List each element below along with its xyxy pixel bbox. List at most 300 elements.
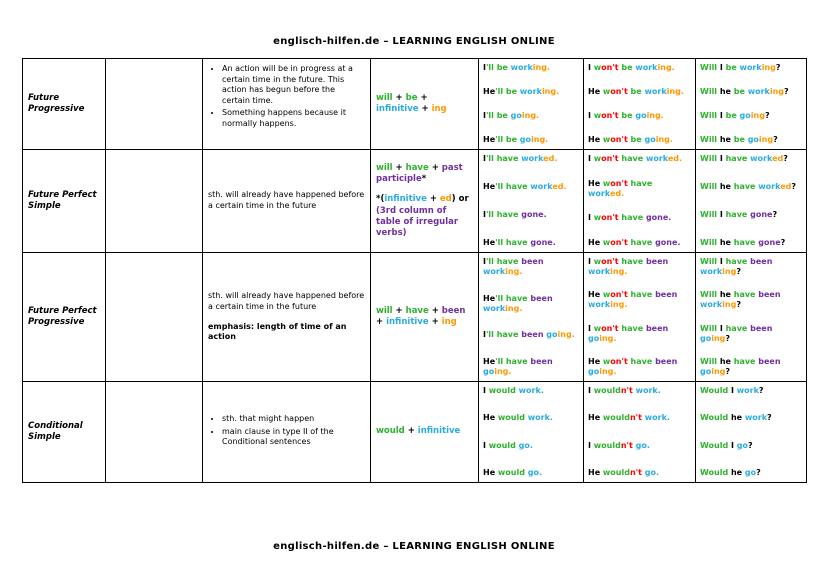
examples-group (483, 386, 579, 478)
example-sentence (700, 324, 802, 344)
text-segment: been (521, 257, 544, 266)
spacer-cell (106, 382, 203, 483)
text-segment: He (483, 467, 498, 477)
text-segment: been (521, 330, 547, 340)
table-row (23, 382, 807, 483)
text-segment: w (602, 237, 611, 247)
usage-text: sth. will already have happened before a certain time in the future (208, 190, 365, 210)
text-segment: work (588, 188, 610, 198)
example-sentence (700, 210, 802, 220)
example-sentence (700, 441, 802, 451)
example-sentence (483, 63, 579, 73)
text-segment: ? (791, 182, 797, 191)
text-segment: *( (376, 194, 385, 205)
usage-cell (203, 59, 371, 150)
text-segment: I (719, 323, 726, 333)
text-segment: will (376, 305, 393, 316)
text-segment: gone. (655, 237, 681, 247)
example-sentence (483, 386, 579, 396)
text-segment: work (739, 63, 762, 72)
text-segment: ? (725, 366, 731, 376)
text-segment: I (483, 257, 486, 266)
text-segment: on't (601, 213, 622, 223)
text-segment: I (719, 257, 726, 266)
example-sentence (588, 111, 691, 121)
text-segment: go. (644, 467, 659, 477)
tense-cell: Future Progressive (23, 59, 106, 150)
tense-cell: Future Perfect Progressive (23, 253, 106, 382)
text-segment: + (392, 163, 406, 174)
text-segment: ? (725, 333, 731, 343)
text-segment: gone. (530, 238, 556, 247)
text-segment: would (488, 386, 519, 395)
examples-group (700, 257, 802, 377)
text-segment: have (733, 290, 759, 300)
example-sentence (700, 257, 802, 277)
text-segment: + (428, 305, 442, 316)
example-sentence (700, 182, 802, 192)
text-segment: have (496, 210, 522, 219)
example-sentence (483, 468, 579, 478)
example-sentence (588, 324, 691, 344)
text-segment: have (630, 178, 653, 188)
text-segment: have (496, 154, 522, 163)
example-sentence (700, 87, 802, 97)
usage-cell (203, 382, 371, 483)
text-segment: go (747, 135, 759, 144)
text-segment: 'll (495, 87, 506, 96)
examples-group (588, 386, 691, 478)
usage-bullet-item: • An action will be in progress at a certain time in the future. This action has begun before the certain time. (222, 64, 365, 106)
text-segment: would (593, 440, 621, 450)
example-sentence (483, 87, 579, 97)
text-segment: Will (700, 182, 720, 191)
text-segment: work (521, 154, 544, 163)
text-segment: he (719, 356, 734, 366)
text-segment: he (719, 87, 734, 96)
text-segment: on't (601, 154, 622, 163)
text-segment: ing. (657, 63, 675, 72)
text-segment: past participle (376, 163, 463, 185)
text-segment: be (725, 63, 740, 72)
text-segment: be (733, 87, 748, 96)
text-segment: n't (620, 386, 636, 395)
example-sentence (588, 154, 691, 164)
text-segment: ed. (667, 154, 683, 163)
text-segment: gone (750, 210, 773, 219)
text-segment: work (588, 267, 611, 276)
text-segment: be (621, 63, 636, 72)
text-segment: be (505, 87, 520, 96)
text-segment: w (602, 178, 611, 188)
text-segment: ing (431, 104, 447, 114)
text-segment: work (645, 154, 668, 163)
text-segment: w (602, 290, 611, 300)
example-sentence (588, 257, 691, 277)
text-segment: go (546, 330, 558, 340)
text-segment: n't (629, 413, 645, 423)
text-segment: 'll (485, 111, 497, 120)
text-segment: been (645, 257, 669, 266)
text-segment: go (510, 111, 522, 120)
text-segment: (3rd column of table of irregular verbs) (376, 205, 459, 238)
text-segment: ing. (557, 330, 575, 340)
text-segment: ing. (655, 135, 673, 144)
text-segment: infinitive (384, 194, 427, 205)
text-segment: on't (610, 87, 631, 96)
text-segment: infinitive (417, 426, 461, 437)
example-sentence (483, 413, 579, 423)
text-segment: 'll (495, 356, 506, 366)
text-segment: + (428, 163, 442, 174)
example-sentence (483, 182, 579, 192)
text-segment: I (483, 440, 489, 450)
example-sentence (483, 154, 579, 164)
text-segment: ing. (666, 87, 684, 96)
example-sentence (588, 413, 691, 423)
text-segment: have (630, 290, 656, 300)
usage-bullet-item: • main clause in type II of the Conditional sentences (222, 427, 365, 448)
usage-cell (203, 253, 371, 382)
text-segment: w (602, 135, 611, 144)
examples-group (483, 63, 579, 145)
text-segment: ? (747, 440, 753, 450)
examples-negative-cell (584, 59, 696, 150)
text-segment: infinitive (376, 104, 419, 114)
spacer-cell (106, 59, 203, 150)
form-cell (371, 382, 479, 483)
text-segment: he (719, 182, 734, 191)
text-segment: Will (700, 111, 720, 120)
text-segment: work (758, 182, 781, 191)
example-sentence (700, 111, 802, 121)
text-segment: go (519, 135, 532, 144)
text-segment: ed (772, 154, 784, 163)
example-sentence (700, 468, 802, 478)
text-segment: work (700, 300, 723, 310)
usage-bullet-list (208, 414, 365, 448)
text-segment: I (588, 323, 594, 333)
usage-bullet-item: • sth. that might happen (222, 414, 365, 425)
example-sentence (588, 238, 691, 248)
text-segment: ing. (505, 267, 523, 276)
example-sentence (700, 63, 802, 73)
example-sentence (700, 413, 802, 423)
examples-group (588, 154, 691, 248)
text-segment: I (588, 111, 594, 120)
text-segment: would (593, 386, 621, 395)
text-segment: go. (518, 440, 533, 450)
text-segment: work (750, 154, 773, 163)
text-segment: have (733, 238, 759, 247)
text-segment: have (621, 154, 646, 163)
text-segment: ? (758, 386, 764, 395)
examples-group (483, 154, 579, 248)
text-segment: He (483, 293, 496, 303)
text-segment: He (588, 467, 603, 477)
text-segment: + (404, 426, 418, 437)
text-segment: ? (773, 135, 778, 144)
text-segment: He (588, 356, 603, 366)
text-segment: be (496, 63, 511, 72)
text-segment: ? (780, 238, 786, 247)
text-segment: I (719, 210, 726, 219)
text-segment: work. (518, 386, 544, 395)
example-sentence (588, 441, 691, 451)
text-segment: have (405, 305, 429, 316)
example-sentence (588, 290, 691, 310)
text-segment: I (588, 154, 594, 163)
text-segment: ing (758, 135, 774, 144)
text-segment: He (483, 238, 496, 247)
text-segment: He (588, 135, 603, 144)
text-segment: He (483, 135, 496, 144)
text-segment: Will (700, 290, 720, 300)
text-segment: work (510, 63, 533, 72)
text-segment: Will (700, 154, 720, 163)
text-segment: I (730, 386, 737, 395)
text-segment: go (644, 135, 656, 144)
text-segment: He (483, 182, 496, 191)
text-segment: gone. (521, 210, 547, 219)
text-segment: have (621, 257, 646, 266)
usage-emphasis: emphasis: length of time of an action (208, 321, 347, 342)
text-segment: work (530, 182, 553, 191)
text-segment: be (733, 135, 748, 144)
text-segment: I (588, 386, 594, 395)
text-segment: will (376, 163, 393, 174)
text-segment: ed (439, 194, 452, 205)
examples-group (483, 257, 579, 377)
text-segment: * (421, 174, 427, 185)
form-line (376, 194, 473, 238)
text-segment: work (588, 300, 611, 310)
text-segment: have (405, 163, 429, 174)
text-segment: have (505, 182, 531, 191)
examples-group (588, 257, 691, 377)
text-segment: I (588, 257, 594, 266)
text-segment: + (418, 104, 432, 114)
tense-table (22, 58, 807, 483)
text-segment: would (602, 467, 630, 477)
text-segment: have (725, 257, 751, 266)
example-sentence (700, 238, 802, 248)
text-segment: ? (767, 413, 772, 423)
text-segment: he (719, 135, 734, 144)
text-segment: go (700, 366, 712, 376)
text-segment: 'll (485, 63, 497, 72)
examples-group (700, 386, 802, 478)
text-segment: been (655, 290, 678, 300)
example-sentence (700, 154, 802, 164)
text-segment: would (376, 426, 405, 437)
examples-group (588, 63, 691, 145)
text-segment: He (588, 237, 603, 247)
example-sentence (483, 238, 579, 248)
text-segment: ing. (599, 333, 617, 343)
text-segment: 'll (495, 293, 506, 303)
text-segment: be (621, 111, 636, 120)
text-segment: been (750, 257, 773, 266)
text-segment: ing (722, 300, 737, 310)
text-segment: I (483, 330, 486, 340)
table-row (23, 59, 807, 150)
text-segment: He (588, 290, 603, 300)
usage-text: sth. will already have happened before a certain time in the future (208, 291, 365, 311)
text-segment: work (635, 63, 658, 72)
text-segment: ed. (543, 154, 558, 163)
text-segment: have (630, 356, 656, 366)
text-segment: he (719, 238, 734, 247)
text-segment: been (645, 323, 669, 333)
text-segment: on't (610, 135, 631, 144)
text-segment: have (733, 182, 759, 191)
text-segment: ed. (552, 182, 567, 191)
text-segment: 'll (485, 210, 497, 219)
tense-cell: Future Perfect Simple (23, 150, 106, 253)
text-segment: be (405, 92, 418, 103)
text-segment: w (602, 356, 611, 366)
text-segment: Will (700, 238, 720, 247)
examples-positive-cell (479, 150, 584, 253)
text-segment: I (588, 63, 594, 72)
example-sentence (483, 330, 579, 340)
text-segment: he (730, 413, 745, 423)
text-segment: He (483, 413, 498, 423)
text-segment: would (488, 440, 519, 450)
example-sentence (588, 468, 691, 478)
examples-negative-cell (584, 150, 696, 253)
text-segment: work. (527, 413, 553, 423)
text-segment: on't (610, 237, 631, 247)
text-segment: + (417, 92, 428, 103)
text-segment: ing. (610, 300, 628, 310)
spacer-cell (106, 253, 203, 382)
text-segment: ing. (541, 87, 560, 96)
form-cell (371, 253, 479, 382)
example-sentence (700, 386, 802, 396)
text-segment: been (750, 323, 773, 333)
examples-group (700, 63, 802, 145)
text-segment: ing (711, 333, 726, 343)
text-segment: ing (441, 317, 457, 327)
text-segment: have (725, 154, 751, 163)
text-segment: have (621, 213, 646, 223)
text-segment: I (483, 210, 486, 219)
text-segment: + (426, 194, 440, 205)
examples-question-cell (696, 150, 807, 253)
text-segment: have (505, 293, 531, 303)
text-segment: work (736, 386, 759, 395)
text-segment: w (593, 63, 602, 72)
text-segment: go. (635, 440, 650, 450)
text-segment: go (736, 440, 748, 450)
text-segment: ing. (494, 366, 512, 376)
text-segment: be (505, 135, 520, 144)
text-segment: been (758, 290, 781, 300)
text-segment: ing. (531, 135, 549, 144)
text-segment: Would (700, 413, 731, 423)
examples-question-cell (696, 59, 807, 150)
text-segment: n't (620, 440, 636, 450)
text-segment: ing. (505, 303, 523, 313)
example-sentence (588, 179, 691, 199)
text-segment: Will (700, 135, 720, 144)
text-segment: on't (610, 178, 631, 188)
text-segment: would (497, 467, 528, 477)
example-sentence (700, 357, 802, 377)
examples-question-cell (696, 253, 807, 382)
text-segment: have (496, 257, 522, 266)
text-segment: Would (700, 440, 731, 450)
text-segment: ? (783, 154, 788, 163)
text-segment: w (593, 154, 602, 163)
text-segment: ? (736, 300, 741, 310)
text-segment: work (747, 87, 770, 96)
text-segment: I (483, 386, 489, 395)
text-segment: ? (784, 87, 789, 96)
text-segment: ing. (599, 366, 617, 376)
text-segment: go (700, 333, 712, 343)
text-segment: on't (601, 63, 622, 72)
text-segment: He (588, 178, 603, 188)
text-segment: work (483, 303, 506, 313)
text-segment: ? (772, 210, 778, 219)
text-segment: Will (700, 87, 720, 96)
usage-bullet-item: • Something happens because it normally happens. (222, 108, 365, 129)
text-segment: 'll (485, 154, 497, 163)
tense-cell: Conditional Simple (23, 382, 106, 483)
form-line (376, 163, 473, 185)
text-segment: gone (758, 238, 781, 247)
form-line (376, 426, 473, 437)
form-cell (371, 59, 479, 150)
example-sentence (588, 386, 691, 396)
text-segment: ing. (610, 267, 628, 276)
text-segment: be (630, 87, 645, 96)
text-segment: have (725, 323, 751, 333)
example-sentence (700, 135, 802, 145)
text-segment: have (725, 210, 751, 219)
text-segment: been (758, 356, 781, 366)
usage-cell (203, 150, 371, 253)
text-segment: would (602, 413, 630, 423)
text-segment: work (644, 87, 667, 96)
text-segment: He (483, 356, 496, 366)
text-segment: have (733, 356, 759, 366)
text-segment: be (496, 111, 511, 120)
example-sentence (588, 63, 691, 73)
text-segment: on't (601, 111, 622, 120)
text-segment: go. (527, 467, 543, 477)
example-sentence (483, 441, 579, 451)
text-segment: ing (761, 63, 776, 72)
text-segment: ? (736, 267, 741, 276)
form-cell (371, 150, 479, 253)
text-segment: ing (722, 267, 737, 276)
table-row (23, 253, 807, 382)
text-segment: I (730, 440, 737, 450)
text-segment: on't (601, 257, 622, 266)
form-line (376, 93, 473, 115)
text-segment: infinitive (386, 317, 429, 327)
table-row (23, 150, 807, 253)
example-sentence (588, 87, 691, 97)
example-sentence (483, 135, 579, 145)
text-segment: He (483, 87, 496, 96)
text-segment: be (630, 135, 645, 144)
text-segment: I (719, 111, 726, 120)
